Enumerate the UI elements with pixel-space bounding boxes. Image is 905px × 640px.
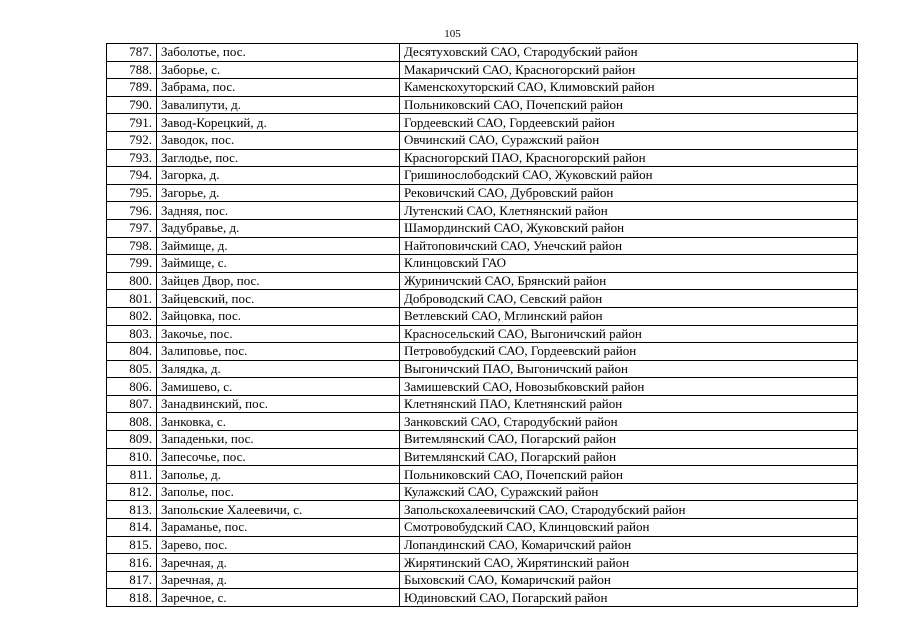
administrative-unit: Красносельский САО, Выгоничский район bbox=[400, 325, 858, 343]
row-number: 810. bbox=[107, 448, 157, 466]
table-row bbox=[107, 378, 858, 396]
administrative-unit: Гришинослободский САО, Жуковский район bbox=[400, 167, 858, 185]
table-row bbox=[107, 325, 858, 343]
row-number: 798. bbox=[107, 237, 157, 255]
settlement-name: Зарево, пос. bbox=[157, 536, 400, 554]
administrative-unit: Ветлевский САО, Мглинский район bbox=[400, 307, 858, 325]
row-number: 796. bbox=[107, 202, 157, 220]
administrative-unit: Доброводский САО, Севский район bbox=[400, 290, 858, 308]
settlement-name: Займище, с. bbox=[157, 255, 400, 273]
row-number: 813. bbox=[107, 501, 157, 519]
row-number: 806. bbox=[107, 378, 157, 396]
row-number: 794. bbox=[107, 167, 157, 185]
table-row bbox=[107, 290, 858, 308]
settlement-name: Заболотье, пос. bbox=[157, 44, 400, 62]
settlement-name: Завалипути, д. bbox=[157, 96, 400, 114]
administrative-unit: Десятуховский САО, Стародубский район bbox=[400, 44, 858, 62]
table-row bbox=[107, 483, 858, 501]
settlement-name: Зараманье, пос. bbox=[157, 519, 400, 537]
table-row bbox=[107, 448, 858, 466]
table-row bbox=[107, 44, 858, 62]
administrative-unit: Клинцовский ГАО bbox=[400, 255, 858, 273]
table-row bbox=[107, 149, 858, 167]
settlement-name: Замишево, с. bbox=[157, 378, 400, 396]
settlement-name: Запольские Халеевичи, с. bbox=[157, 501, 400, 519]
administrative-unit: Жирятинский САО, Жирятинский район bbox=[400, 554, 858, 572]
settlement-name: Загорье, д. bbox=[157, 184, 400, 202]
settlements-table bbox=[106, 43, 858, 607]
table-row bbox=[107, 413, 858, 431]
settlement-name: Займище, д. bbox=[157, 237, 400, 255]
administrative-unit: Журиничский САО, Брянский район bbox=[400, 272, 858, 290]
table-row bbox=[107, 431, 858, 449]
table-row bbox=[107, 237, 858, 255]
table-row bbox=[107, 61, 858, 79]
row-number: 799. bbox=[107, 255, 157, 273]
administrative-unit: Быховский САО, Комаричский район bbox=[400, 571, 858, 589]
settlement-name: Залядка, д. bbox=[157, 360, 400, 378]
table-row bbox=[107, 219, 858, 237]
administrative-unit: Кулажский САО, Суражский район bbox=[400, 483, 858, 501]
row-number: 802. bbox=[107, 307, 157, 325]
administrative-unit: Каменскохуторский САО, Климовский район bbox=[400, 79, 858, 97]
administrative-unit: Клетнянский ПАО, Клетнянский район bbox=[400, 395, 858, 413]
administrative-unit: Макаричский САО, Красногорский район bbox=[400, 61, 858, 79]
row-number: 808. bbox=[107, 413, 157, 431]
administrative-unit: Лопандинский САО, Комаричский район bbox=[400, 536, 858, 554]
row-number: 807. bbox=[107, 395, 157, 413]
settlement-name: Загорка, д. bbox=[157, 167, 400, 185]
administrative-unit: Юдиновский САО, Погарский район bbox=[400, 589, 858, 607]
settlement-name: Заречная, д. bbox=[157, 571, 400, 589]
administrative-unit: Лутенский САО, Клетнянский район bbox=[400, 202, 858, 220]
table-row bbox=[107, 272, 858, 290]
settlement-name: Заполье, пос. bbox=[157, 483, 400, 501]
administrative-unit: Витемлянский САО, Погарский район bbox=[400, 448, 858, 466]
settlement-name: Заречное, с. bbox=[157, 589, 400, 607]
settlement-name: Заглодье, пос. bbox=[157, 149, 400, 167]
administrative-unit: Выгоничский ПАО, Выгоничский район bbox=[400, 360, 858, 378]
row-number: 815. bbox=[107, 536, 157, 554]
row-number: 814. bbox=[107, 519, 157, 537]
administrative-unit: Польниковский САО, Почепский район bbox=[400, 466, 858, 484]
page-number: 105 bbox=[444, 28, 461, 40]
table-body bbox=[107, 44, 858, 607]
settlement-name: Занковка, с. bbox=[157, 413, 400, 431]
table-row bbox=[107, 554, 858, 572]
table-row bbox=[107, 360, 858, 378]
settlement-name: Забрама, пос. bbox=[157, 79, 400, 97]
row-number: 792. bbox=[107, 131, 157, 149]
settlement-name: Занадвинский, пос. bbox=[157, 395, 400, 413]
administrative-unit: Замишевский САО, Новозыбковский район bbox=[400, 378, 858, 396]
table-row bbox=[107, 536, 858, 554]
table-row bbox=[107, 131, 858, 149]
row-number: 797. bbox=[107, 219, 157, 237]
row-number: 791. bbox=[107, 114, 157, 132]
settlement-name: Заборье, с. bbox=[157, 61, 400, 79]
settlement-name: Зайцевский, пос. bbox=[157, 290, 400, 308]
administrative-unit: Красногорский ПАО, Красногорский район bbox=[400, 149, 858, 167]
row-number: 795. bbox=[107, 184, 157, 202]
administrative-unit: Рековичский САО, Дубровский район bbox=[400, 184, 858, 202]
table-row bbox=[107, 395, 858, 413]
settlement-name: Заводок, пос. bbox=[157, 131, 400, 149]
administrative-unit: Занковский САО, Стародубский район bbox=[400, 413, 858, 431]
administrative-unit: Найтоповичский САО, Унечский район bbox=[400, 237, 858, 255]
administrative-unit: Смотровобудский САО, Клинцовский район bbox=[400, 519, 858, 537]
table-row bbox=[107, 466, 858, 484]
row-number: 818. bbox=[107, 589, 157, 607]
settlement-name: Завод-Корецкий, д. bbox=[157, 114, 400, 132]
administrative-unit: Петровобудский САО, Гордеевский район bbox=[400, 343, 858, 361]
table-row bbox=[107, 79, 858, 97]
table-row bbox=[107, 343, 858, 361]
row-number: 801. bbox=[107, 290, 157, 308]
row-number: 790. bbox=[107, 96, 157, 114]
table-row bbox=[107, 167, 858, 185]
table-row bbox=[107, 307, 858, 325]
row-number: 816. bbox=[107, 554, 157, 572]
row-number: 787. bbox=[107, 44, 157, 62]
settlement-name: Заречная, д. bbox=[157, 554, 400, 572]
settlement-name: Залиповье, пос. bbox=[157, 343, 400, 361]
row-number: 817. bbox=[107, 571, 157, 589]
table-row bbox=[107, 184, 858, 202]
administrative-unit: Польниковский САО, Почепский район bbox=[400, 96, 858, 114]
settlement-name: Заполье, д. bbox=[157, 466, 400, 484]
table-row bbox=[107, 501, 858, 519]
row-number: 793. bbox=[107, 149, 157, 167]
settlement-name: Закочье, пос. bbox=[157, 325, 400, 343]
row-number: 788. bbox=[107, 61, 157, 79]
administrative-unit: Гордеевский САО, Гордеевский район bbox=[400, 114, 858, 132]
administrative-unit: Овчинский САО, Суражский район bbox=[400, 131, 858, 149]
row-number: 809. bbox=[107, 431, 157, 449]
row-number: 789. bbox=[107, 79, 157, 97]
settlement-name: Зайцев Двор, пос. bbox=[157, 272, 400, 290]
settlement-name: Запесочье, пос. bbox=[157, 448, 400, 466]
row-number: 800. bbox=[107, 272, 157, 290]
administrative-unit: Шамординский САО, Жуковский район bbox=[400, 219, 858, 237]
settlement-name: Западеньки, пос. bbox=[157, 431, 400, 449]
settlement-name: Задняя, пос. bbox=[157, 202, 400, 220]
row-number: 803. bbox=[107, 325, 157, 343]
row-number: 804. bbox=[107, 343, 157, 361]
table-row bbox=[107, 255, 858, 273]
administrative-unit: Запольскохалеевичский САО, Стародубский район bbox=[400, 501, 858, 519]
table-row bbox=[107, 202, 858, 220]
table-row bbox=[107, 589, 858, 607]
table-row bbox=[107, 96, 858, 114]
table-row bbox=[107, 519, 858, 537]
settlement-name: Задубравье, д. bbox=[157, 219, 400, 237]
settlement-name: Зайцовка, пос. bbox=[157, 307, 400, 325]
row-number: 805. bbox=[107, 360, 157, 378]
table-row bbox=[107, 571, 858, 589]
row-number: 811. bbox=[107, 466, 157, 484]
administrative-unit: Витемлянский САО, Погарский район bbox=[400, 431, 858, 449]
table-row bbox=[107, 114, 858, 132]
row-number: 812. bbox=[107, 483, 157, 501]
